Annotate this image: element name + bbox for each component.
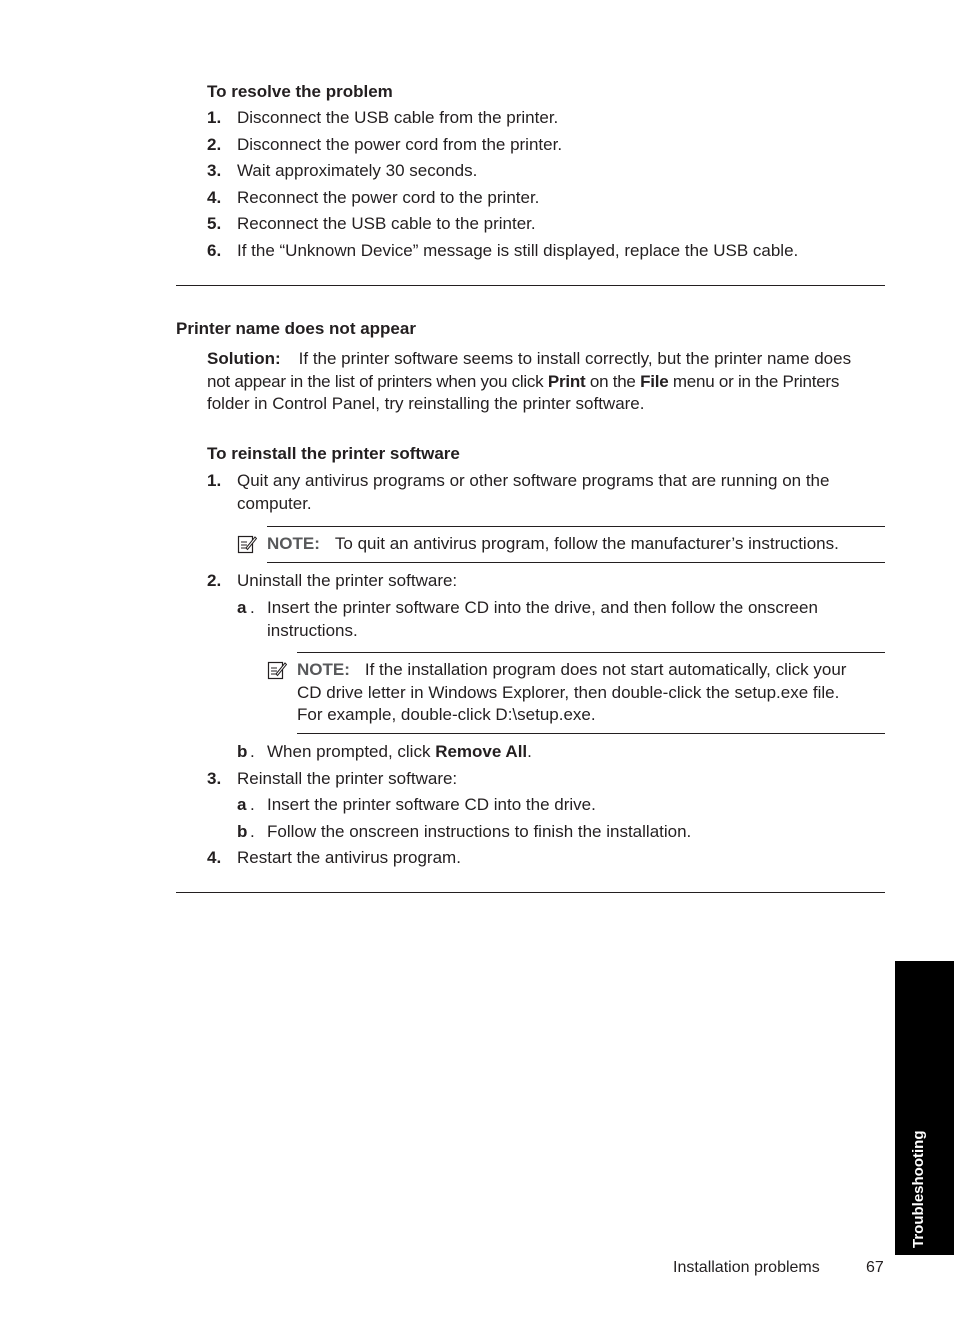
substep-text: Insert the printer software CD into the drive. — [267, 795, 596, 814]
note-text — [297, 659, 885, 727]
solution-paragraph — [207, 348, 885, 416]
step-number: 2. — [207, 571, 222, 590]
step-number: 1. — [207, 471, 222, 490]
step2a-line1: Insert the printer software CD into the drive, and then follow the onscreen — [267, 598, 818, 617]
note2-line1: If the installation program does not start automatically, click your — [364, 660, 847, 679]
step1-line1: Quit any antivirus programs or other software programs that are running on the — [237, 471, 830, 490]
note-bottom-rule — [297, 733, 885, 734]
step-text — [237, 470, 829, 515]
note1-body: To quit an antivirus program, follow the manufacturer’s instructions. — [334, 534, 839, 553]
substep-letter: a — [237, 795, 247, 814]
substep-period: . — [250, 822, 255, 841]
step1-line2: computer. — [237, 493, 312, 513]
remove-all-ref: Remove All — [435, 742, 528, 761]
note-bottom-rule — [267, 562, 885, 563]
note-pencil-icon — [237, 534, 257, 554]
section-divider — [176, 285, 885, 286]
substep-text — [267, 741, 532, 764]
note2-line3: For example, double-click D:\setup.exe. — [297, 705, 596, 724]
step-number: 5. — [207, 214, 222, 233]
side-tab-label: Troubleshooting — [910, 1130, 927, 1248]
substep-letter: a — [237, 598, 247, 617]
step-text: Disconnect the USB cable from the printer. — [237, 108, 559, 127]
note-pencil-icon — [267, 660, 287, 680]
step-text: Uninstall the printer software: — [237, 571, 458, 590]
page-number: 67 — [866, 1259, 884, 1276]
step-number: 4. — [207, 848, 222, 867]
step-text: Reconnect the USB cable to the printer. — [237, 214, 536, 233]
procedure-heading-resolve: To resolve the problem — [207, 82, 393, 101]
substep-letter: b — [237, 742, 248, 761]
section-title: Printer name does not appear — [176, 319, 416, 338]
note-label: NOTE: — [297, 660, 350, 679]
note-text — [267, 533, 839, 556]
substep-text: Follow the onscreen instructions to finish the installation. — [267, 822, 692, 841]
procedure-heading-reinstall: To reinstall the printer software — [207, 444, 460, 463]
solution-text-line2a: not appear in the list of printers when you click — [207, 371, 548, 391]
note-top-rule — [297, 652, 885, 653]
substep-period: . — [250, 598, 255, 617]
note2-line2: CD drive letter in Windows Explorer, then double-click the setup.exe file. — [297, 682, 840, 702]
step-text: If the “Unknown Device” message is still displayed, replace the USB cable. — [237, 241, 799, 260]
solution-label: Solution: — [207, 349, 281, 368]
note-top-rule — [267, 526, 885, 527]
step2b-end: . — [527, 742, 532, 761]
step-number: 3. — [207, 161, 222, 180]
step-text: Reinstall the printer software: — [237, 769, 458, 788]
step-number: 4. — [207, 188, 222, 207]
solution-text-line3: folder in Control Panel, try reinstalling the printer software. — [207, 394, 645, 413]
substep-letter: b — [237, 822, 248, 841]
step-number: 1. — [207, 108, 222, 127]
step2b-text: When prompted, click — [267, 742, 436, 761]
solution-text-line2b: on the — [585, 371, 641, 391]
solution-text-line2c: menu or in the Printers — [668, 371, 840, 391]
step-number: 3. — [207, 769, 222, 788]
step-text: Wait approximately 30 seconds. — [237, 161, 478, 180]
step-text: Restart the antivirus program. — [237, 848, 461, 867]
step2a-line2: instructions. — [267, 620, 358, 640]
substep-period: . — [250, 742, 255, 761]
step-number: 6. — [207, 241, 222, 260]
footer-section-name: Installation problems — [673, 1259, 820, 1276]
step-text: Disconnect the power cord from the printer. — [237, 135, 563, 154]
file-menu-ref: File — [640, 371, 669, 391]
step-number: 2. — [207, 135, 222, 154]
step-text: Reconnect the power cord to the printer. — [237, 188, 540, 207]
section-divider — [176, 892, 885, 893]
substep-period: . — [250, 795, 255, 814]
solution-text-line1: If the printer software seems to install correctly, but the printer name does — [298, 349, 852, 368]
note-label: NOTE: — [267, 534, 320, 553]
print-menu-ref: Print — [547, 371, 586, 391]
substep-text — [267, 597, 818, 642]
